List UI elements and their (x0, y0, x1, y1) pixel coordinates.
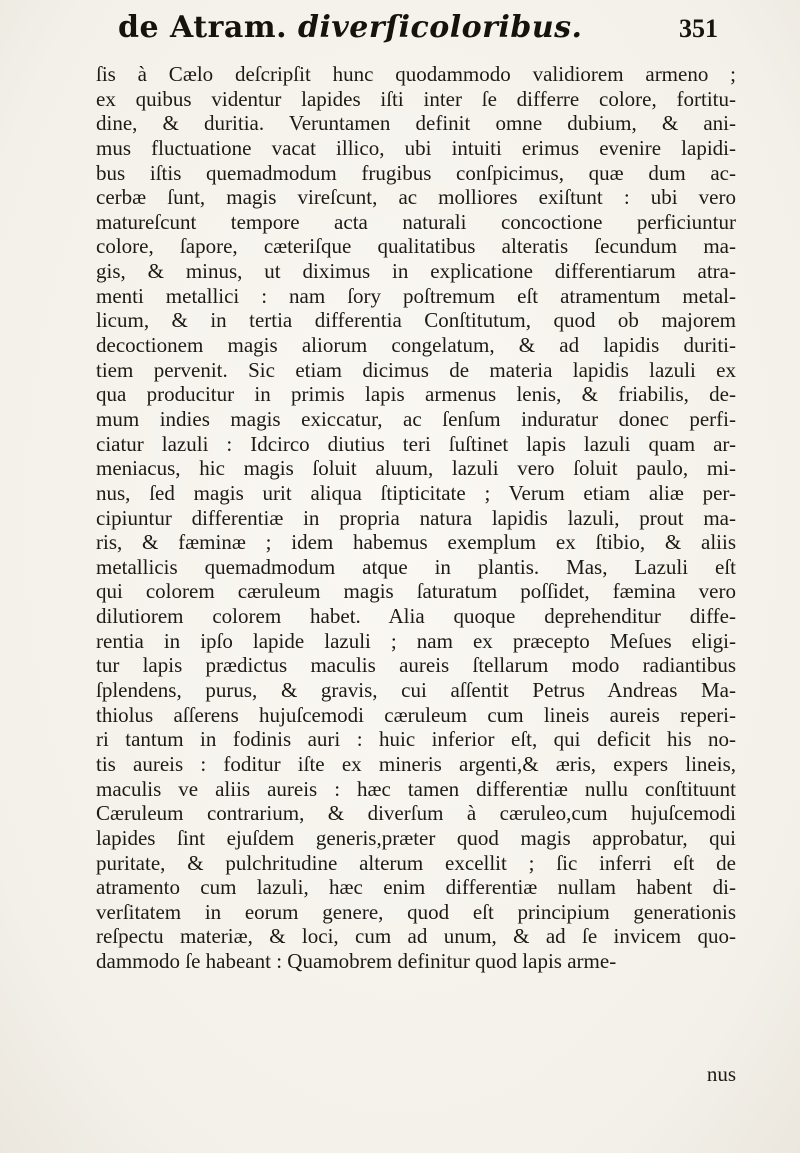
text-line: qua producitur in primis lapis armenus lenis, & friabilis, de- (96, 382, 736, 407)
text-line: Cæruleum contrarium, & diverſum à cæruleo,cum hujuſcemodi (96, 801, 736, 826)
text-line: ciatur lazuli : Idcirco diutius teri ſuſtinet lapis lazuli quam ar- (96, 431, 736, 456)
text-line: mus fluctuatione vacat illico, ubi intuiti erimus evenire lapidi- (96, 135, 736, 160)
text-line: maculis ve aliis aureis : hæc tamen differentiæ nullu conſtituunt (96, 776, 736, 801)
text-line: qui colorem cæruleum magis ſaturatum poſſidet, fæmina vero (96, 579, 736, 604)
text-line: licum, & in tertia differentia Conſtitutum, quod ob majorem (96, 308, 736, 333)
page-number: 351 (679, 14, 718, 43)
text-line: bus iſtis quemadmodum frugibus conſpicimus, quæ dum ac- (96, 160, 736, 185)
text-line: colore, ſapore, cæteriſque qualitatibus alteratis ſecundum ma- (96, 234, 736, 259)
text-line: dilutiorem colorem habet. Alia quoque deprehenditur diffe- (96, 604, 736, 629)
text-line: tur lapis prædictus maculis aureis ſtellarum modo radiantibus (96, 653, 736, 678)
text-line: dammodo ſe habeant : Quamobrem definitur quod lapis arme- (96, 949, 617, 974)
text-line: ris, & fæminæ ; idem habemus exemplum ex ſtibio, & aliis (96, 530, 736, 555)
text-line: dine, & duritia. Veruntamen definit omne dubium, & ani- (96, 111, 736, 136)
text-line: puritate, & pulchritudine alterum excellit ; ſic inferri eſt de (96, 850, 736, 875)
running-head-italic: diverſicoloribus. (298, 10, 583, 45)
text-line: tiem pervenit. Sic etiam dicimus de materia lapidis lazuli ex (96, 357, 736, 382)
body-text (96, 62, 736, 974)
text-line: metallicis quemadmodum atque in plantis. Mas, Lazuli eſt (96, 554, 736, 579)
text-line: ex quibus videntur lapides iſti inter ſe differre colore, fortitu- (96, 86, 736, 111)
text-line: reſpectu materiæ, & loci, cum ad unum, & ad ſe invicem quo- (96, 924, 736, 949)
text-line: lapides ſint ejuſdem generis,præter quod magis approbatur, qui (96, 825, 736, 850)
text-line: ſis à Cælo deſcripſit hunc quodammodo validiorem armeno ; (96, 62, 736, 86)
text-line: meniacus, hic magis ſoluit aluum, lazuli vero ſoluit paulo, mi- (96, 456, 736, 481)
text-line: rentia in ipſo lapide lazuli ; nam ex præcepto Meſues eligi- (96, 628, 736, 653)
running-head (118, 10, 583, 45)
running-head-roman: de Atram. (118, 10, 288, 45)
text-line: cerbæ ſunt, magis vireſcunt, ac molliores exiſtunt : ubi vero (96, 185, 736, 210)
text-line: decoctionem magis aliorum congelatum, & ad lapidis duriti- (96, 333, 736, 358)
text-line: verſitatem in eorum genere, quod eſt principium generationis (96, 899, 736, 924)
text-line: matureſcunt tempore acta naturali concoctione perficiuntur (96, 209, 736, 234)
text-line: mum indies magis exiccatur, ac ſenſum induratur donec perfi- (96, 406, 736, 431)
text-line: menti metallici : nam ſory poſtremum eſt atramentum metal- (96, 283, 736, 308)
text-line: ſplendens, purus, & gravis, cui aſſentit Petrus Andreas Ma- (96, 678, 736, 703)
text-line: cipiuntur differentiæ in propria natura lapidis lazuli, prout ma- (96, 505, 736, 530)
text-line: gis, & minus, ut diximus in explicatione differentiarum atra- (96, 259, 736, 284)
page-header (118, 8, 718, 52)
text-line: tis aureis : foditur iſte ex mineris argenti,& æris, expers lineis, (96, 751, 736, 776)
text-line: nus, ſed magis urit aliqua ſtipticitate ; Verum etiam aliæ per- (96, 480, 736, 505)
text-line: thiolus aſſerens hujuſcemodi cæruleum cum lineis aureis reperi- (96, 702, 736, 727)
text-line: atramento cum lazuli, hæc enim differentiæ nullam habent di- (96, 875, 736, 900)
catchword: nus (706, 1062, 736, 1086)
text-line: ri tantum in fodinis auri : huic inferior eſt, qui deficit his no- (96, 727, 736, 752)
